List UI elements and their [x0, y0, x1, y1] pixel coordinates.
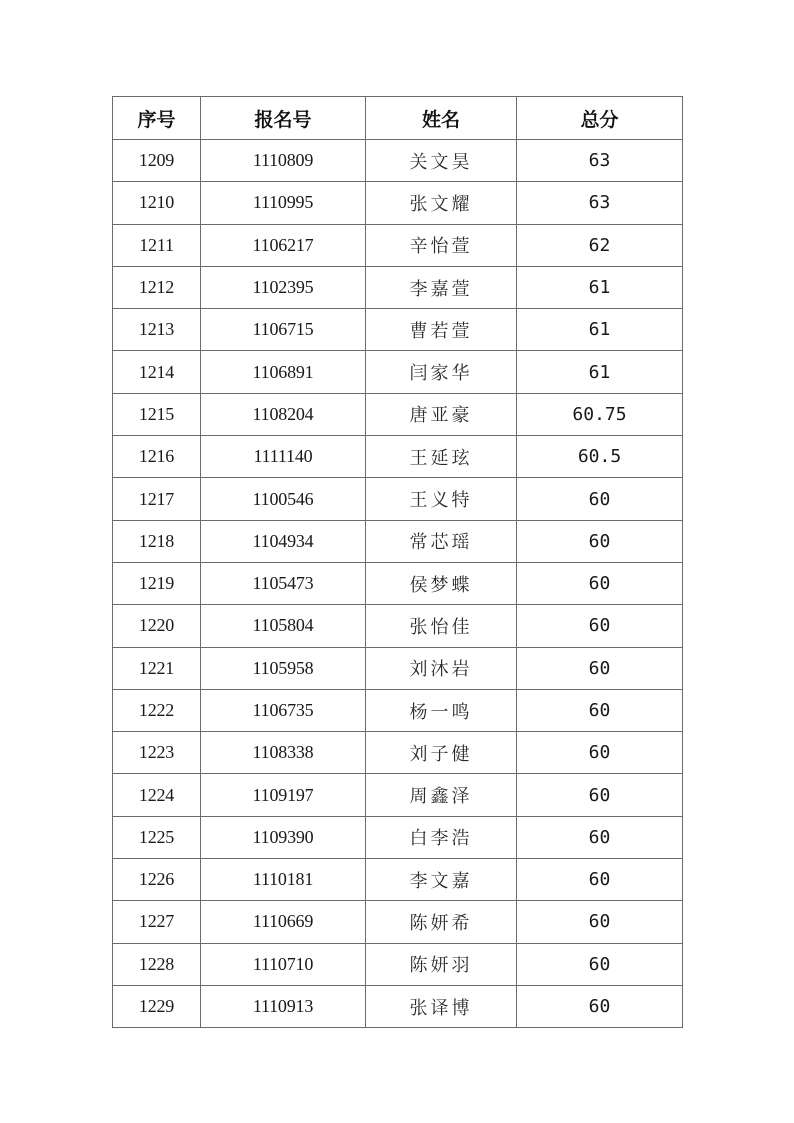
- cell-name: 刘子健: [366, 732, 517, 774]
- cell-name: 白李浩: [366, 816, 517, 858]
- cell-reg-no: 1102395: [201, 266, 366, 308]
- cell-seq: 1228: [113, 943, 201, 985]
- cell-name: 辛怡萱: [366, 224, 517, 266]
- cell-reg-no: 1110913: [201, 985, 366, 1027]
- cell-reg-no: 1109197: [201, 774, 366, 816]
- cell-score: 61: [517, 351, 683, 393]
- cell-seq: 1222: [113, 689, 201, 731]
- table-body: [113, 140, 683, 1028]
- table-row: [113, 224, 683, 266]
- cell-score: 63: [517, 182, 683, 224]
- cell-reg-no: 1110710: [201, 943, 366, 985]
- cell-seq: 1221: [113, 647, 201, 689]
- cell-seq: 1212: [113, 266, 201, 308]
- table-row: [113, 901, 683, 943]
- cell-seq: 1227: [113, 901, 201, 943]
- table-row: [113, 309, 683, 351]
- cell-name: 唐亚豪: [366, 393, 517, 435]
- cell-seq: 1218: [113, 520, 201, 562]
- cell-reg-no: 1108204: [201, 393, 366, 435]
- header-score: 总分: [517, 97, 683, 140]
- cell-name: 张文耀: [366, 182, 517, 224]
- table-row: [113, 859, 683, 901]
- table-row: [113, 393, 683, 435]
- table-row: [113, 436, 683, 478]
- table-row: [113, 266, 683, 308]
- cell-score: 60: [517, 689, 683, 731]
- cell-seq: 1224: [113, 774, 201, 816]
- cell-score: 60.75: [517, 393, 683, 435]
- table-row: [113, 985, 683, 1027]
- cell-seq: 1226: [113, 859, 201, 901]
- cell-reg-no: 1105958: [201, 647, 366, 689]
- cell-name: 李文嘉: [366, 859, 517, 901]
- table-row: [113, 140, 683, 182]
- cell-score: 60: [517, 816, 683, 858]
- score-table: [112, 96, 683, 1028]
- table-row: [113, 605, 683, 647]
- table-header-row: [113, 97, 683, 140]
- header-seq: 序号: [113, 97, 201, 140]
- cell-reg-no: 1104934: [201, 520, 366, 562]
- cell-seq: 1214: [113, 351, 201, 393]
- cell-name: 侯梦蝶: [366, 562, 517, 604]
- header-name: 姓名: [366, 97, 517, 140]
- cell-seq: 1220: [113, 605, 201, 647]
- cell-score: 60: [517, 478, 683, 520]
- cell-reg-no: 1106735: [201, 689, 366, 731]
- cell-reg-no: 1111140: [201, 436, 366, 478]
- cell-seq: 1209: [113, 140, 201, 182]
- cell-seq: 1210: [113, 182, 201, 224]
- cell-score: 63: [517, 140, 683, 182]
- table-row: [113, 182, 683, 224]
- cell-name: 关文昊: [366, 140, 517, 182]
- cell-seq: 1216: [113, 436, 201, 478]
- table-row: [113, 351, 683, 393]
- cell-score: 60: [517, 562, 683, 604]
- table-row: [113, 647, 683, 689]
- cell-score: 60.5: [517, 436, 683, 478]
- cell-score: 60: [517, 985, 683, 1027]
- cell-name: 王延玹: [366, 436, 517, 478]
- cell-name: 杨一鸣: [366, 689, 517, 731]
- cell-seq: 1217: [113, 478, 201, 520]
- cell-reg-no: 1106715: [201, 309, 366, 351]
- table-row: [113, 478, 683, 520]
- cell-name: 陈妍希: [366, 901, 517, 943]
- cell-reg-no: 1106891: [201, 351, 366, 393]
- table-row: [113, 816, 683, 858]
- cell-seq: 1225: [113, 816, 201, 858]
- table-row: [113, 732, 683, 774]
- cell-name: 张怡佳: [366, 605, 517, 647]
- cell-name: 王义特: [366, 478, 517, 520]
- cell-seq: 1215: [113, 393, 201, 435]
- cell-score: 60: [517, 732, 683, 774]
- cell-score: 61: [517, 266, 683, 308]
- header-reg-no: 报名号: [201, 97, 366, 140]
- cell-reg-no: 1110995: [201, 182, 366, 224]
- cell-name: 张译博: [366, 985, 517, 1027]
- cell-name: 曹若萱: [366, 309, 517, 351]
- cell-score: 60: [517, 943, 683, 985]
- cell-score: 60: [517, 647, 683, 689]
- cell-name: 常芯瑶: [366, 520, 517, 562]
- cell-reg-no: 1105804: [201, 605, 366, 647]
- cell-reg-no: 1110669: [201, 901, 366, 943]
- cell-seq: 1211: [113, 224, 201, 266]
- table-row: [113, 689, 683, 731]
- cell-seq: 1229: [113, 985, 201, 1027]
- cell-score: 60: [517, 605, 683, 647]
- table-row: [113, 943, 683, 985]
- cell-name: 周鑫泽: [366, 774, 517, 816]
- cell-reg-no: 1110809: [201, 140, 366, 182]
- cell-reg-no: 1110181: [201, 859, 366, 901]
- cell-score: 60: [517, 774, 683, 816]
- cell-reg-no: 1100546: [201, 478, 366, 520]
- cell-seq: 1219: [113, 562, 201, 604]
- cell-name: 陈妍羽: [366, 943, 517, 985]
- cell-reg-no: 1109390: [201, 816, 366, 858]
- cell-score: 61: [517, 309, 683, 351]
- cell-reg-no: 1105473: [201, 562, 366, 604]
- cell-score: 60: [517, 859, 683, 901]
- cell-name: 李嘉萱: [366, 266, 517, 308]
- cell-score: 60: [517, 901, 683, 943]
- table-row: [113, 562, 683, 604]
- cell-name: 刘沐岩: [366, 647, 517, 689]
- cell-name: 闫家华: [366, 351, 517, 393]
- cell-score: 60: [517, 520, 683, 562]
- table-row: [113, 774, 683, 816]
- cell-reg-no: 1108338: [201, 732, 366, 774]
- cell-seq: 1213: [113, 309, 201, 351]
- cell-reg-no: 1106217: [201, 224, 366, 266]
- cell-seq: 1223: [113, 732, 201, 774]
- table-row: [113, 520, 683, 562]
- cell-score: 62: [517, 224, 683, 266]
